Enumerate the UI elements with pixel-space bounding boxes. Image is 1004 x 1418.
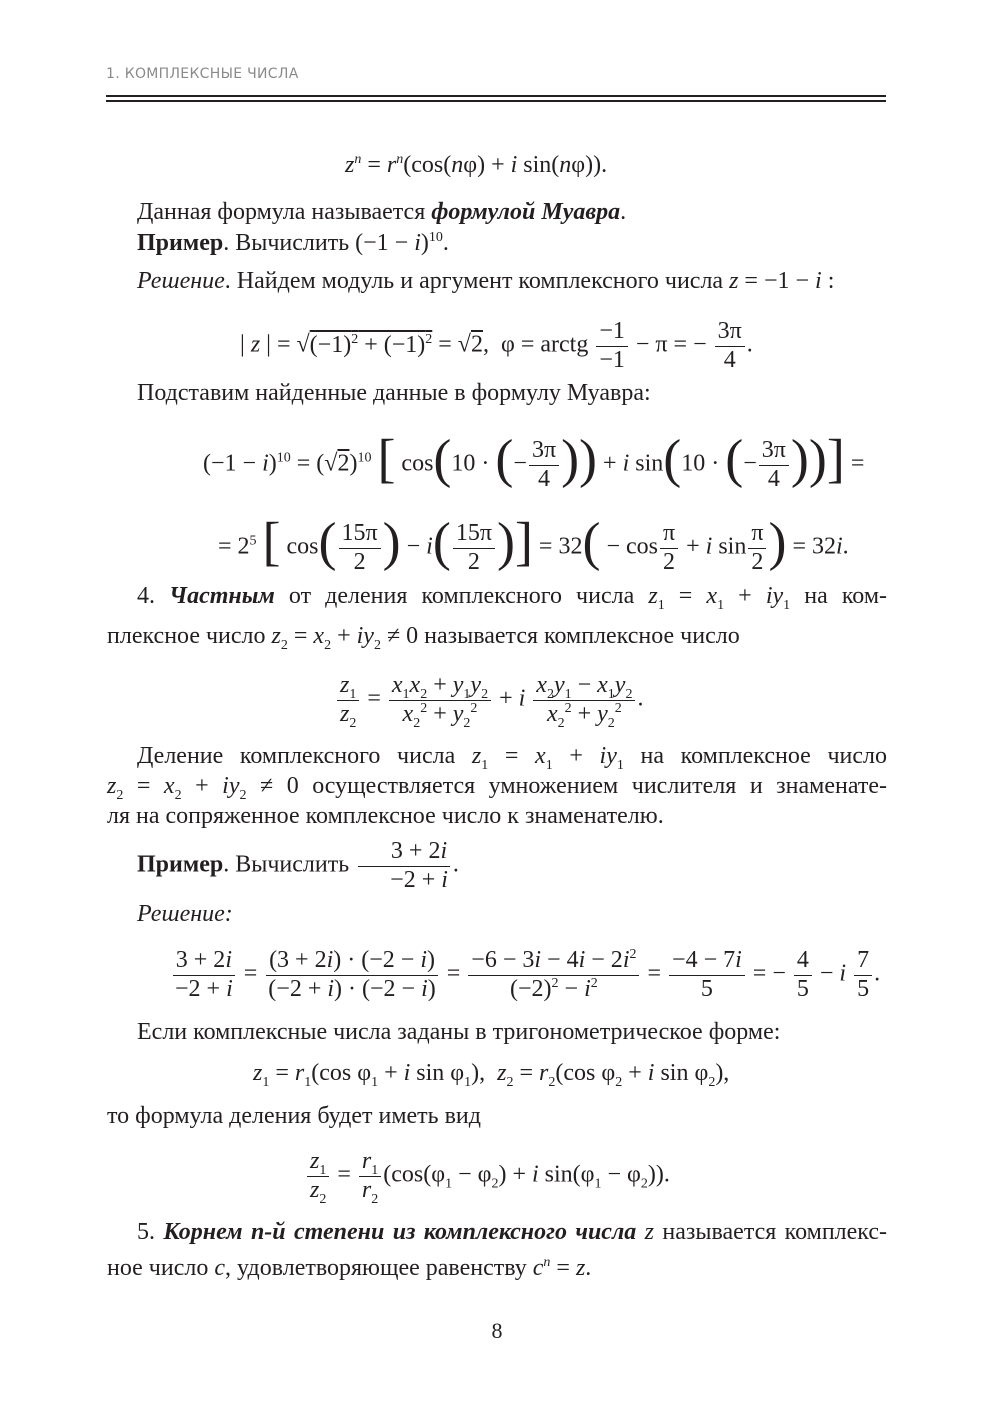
formula-modulus-argument: | z | = $√(-1)^2 + (-1)^2 = √2$, φ = arctg $\frac{-1}{-1}$ − π = − $\frac{3\pi}{4}$ . bbox=[240, 318, 753, 373]
running-title: 1. КОМПЛЕКСНЫЕ ЧИСЛА bbox=[106, 66, 299, 82]
page-number: 8 bbox=[491, 1318, 503, 1343]
paragraph-division-line-3: ля на сопряженное комплексное число к знаменателю. bbox=[107, 803, 664, 829]
paragraph-division-formula: то формула деления будет иметь вид bbox=[107, 1103, 481, 1129]
paragraph-root-line-2: ное число c, удовлетворяющее равенству $c^n = z$. bbox=[107, 1255, 592, 1281]
paragraph-division-line-1: Деление комплексного числа $z_1 = x_1 + iy_1$ на комплексное число bbox=[137, 743, 887, 773]
paragraph-quotient-line-2: плексное число $z_2 = x_2 + iy_2 \ne 0$ называется комплексное число bbox=[107, 623, 740, 653]
paragraph-solution-1: Решение. Найдем модуль и аргумент комплексного числа z = −1 − i : bbox=[137, 268, 835, 294]
paragraph-root-line-1: 5. Корнем n-й степени из комплексного числа z называется комплекс- bbox=[137, 1219, 888, 1245]
formula-trig-division: $\frac{z_1}{z_2}$ = $\frac{r_1}{r_2}$ ($\cos(\varphi_1 - \varphi_2) + i$ $\sin(\varphi_1 - \varphi_2)$). bbox=[305, 1148, 670, 1204]
header-rule-top bbox=[106, 95, 886, 97]
formula-substitution-line-2: = $2^5$ [ cos( $\frac{15\pi}{2}$ ) − i( $\frac{15\pi}{2}$ )] = 32( − cos $\frac{\pi}{2}$ + i sin $\frac{\pi}{2}$ ) = 32i. bbox=[218, 511, 849, 575]
paragraph-division-line-2: $z_2 = x_2 + iy_2 \ne 0$ осуществляется умножением числителя и знаменате- bbox=[107, 773, 887, 803]
paragraph-substitute: Подставим найденные данные в формулу Муавра: bbox=[137, 380, 651, 406]
paragraph-example-2: Пример. Вычислить $\frac{3 + 2i}{-2 + i}$ . bbox=[137, 838, 459, 893]
paragraph-quotient-line-1: 4. Частным от деления комплексного числа $z_1 = x_1 + iy_1$ на ком- bbox=[137, 583, 887, 613]
formula-substitution-line-1: $(-1 - i)^{10} = (√2)^{10}$ [ cos(10 · (− $\frac{3\pi}{4}$ )) + i sin(10 · (− $\frac{3\pi}{4}$ ))] = bbox=[203, 428, 865, 492]
formula-division-example: $\frac{3 + 2i}{-2 + i}$ = $\frac{(3 + 2i) \cdot (-2 - i)}{(-2 + i) \cdot (-2 - i)}$ = $\frac{-6 - 3i - 4i - 2i^2}{(-2)^2 - i^2}$ = $\frac{-4 - 7i}{5}$ = − $\frac{4}{5}$ − i $\frac{7}{5}$ . bbox=[170, 947, 880, 1003]
formula-quotient: $\frac{z_1}{z_2}$ = $\frac{x_1x_2 + y_1y_2}{x_2^2 + y_2^2}$ + i $\frac{x_2y_1 - x_1y_2}{x_2^2 + y_2^2}$ . bbox=[335, 672, 643, 728]
header-rule-bottom bbox=[106, 100, 886, 102]
formula-muavr: $z^n = r^n(\cos(n\varphi) + i$ sin(nφ)). bbox=[345, 152, 608, 178]
paragraph-example-1: Пример. Вычислить $(-1 - i)^{10}$. bbox=[137, 230, 449, 256]
paragraph-solution-2: Решение: bbox=[137, 901, 233, 927]
formula-trig-forms: $z_1 = r_1(\cos$ $\varphi_1 + i$ $\sin \varphi_1$), $z_2 = r_2(\cos$ $\varphi_2 + i$ $\sin \varphi_2$), bbox=[253, 1060, 730, 1090]
paragraph-muavr-name: Данная формула называется формулой Муавра. bbox=[137, 199, 627, 225]
paragraph-trig-form: Если комплексные числа заданы в тригонометрическое форме: bbox=[137, 1019, 781, 1045]
